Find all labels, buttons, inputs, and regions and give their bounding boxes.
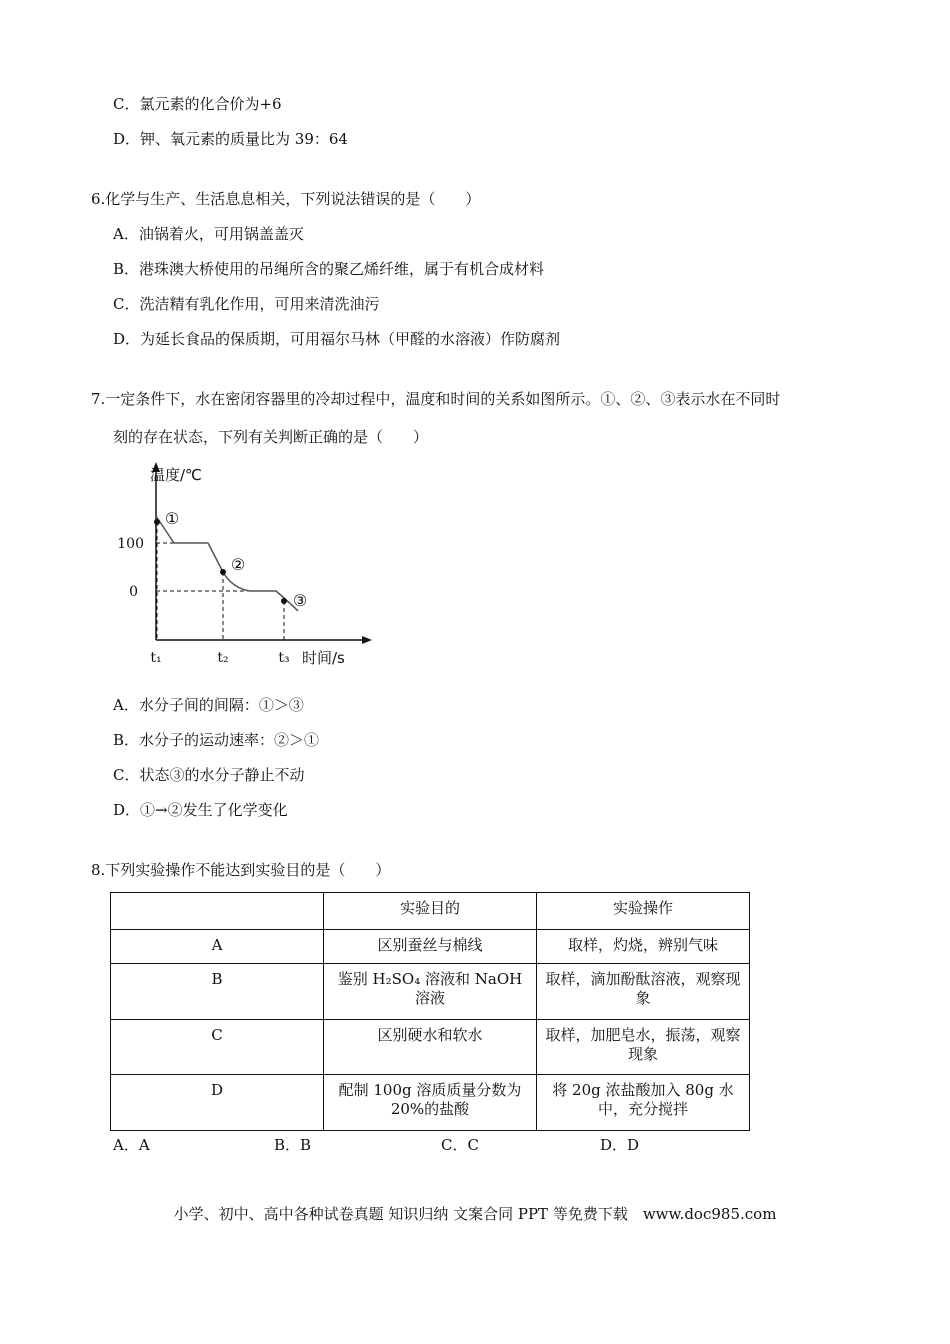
- row-purpose: 鉴别 H₂SO₄ 溶液和 NaOH 溶液: [324, 964, 537, 1020]
- q6-stem: 6.化学与生产、生活息息相关，下列说法错误的是（ ）: [91, 190, 481, 208]
- q6-option-c: C．洗洁精有乳化作用，可用来清洗油污: [113, 295, 380, 313]
- q8-choice-a: A．A: [113, 1136, 150, 1154]
- state-point-1: [154, 519, 160, 525]
- state-point-3: [281, 598, 287, 604]
- state-label-2: ②: [230, 555, 246, 574]
- q7-option-b: B．水分子的运动速率：②＞①: [113, 731, 320, 749]
- q7-option-c: C．状态③的水分子静止不动: [113, 766, 305, 784]
- table-row: [111, 930, 750, 964]
- cooling-curve: [156, 516, 298, 611]
- row-operation: 取样，加肥皂水，振荡，观察现象: [537, 1020, 750, 1075]
- table-header-operation: 实验操作: [537, 893, 750, 930]
- q6-option-a: A．油锅着火，可用锅盖盖灭: [113, 225, 304, 243]
- row-label: D: [111, 1075, 324, 1131]
- q7-option-a: A．水分子间的间隔：①＞③: [113, 696, 304, 714]
- row-purpose: 配制 100g 溶质质量分数为 20%的盐酸: [324, 1075, 537, 1131]
- x-tick-t2: t₂: [217, 650, 229, 666]
- row-purpose: 区别蚕丝与棉线: [324, 930, 537, 964]
- q8-stem: 8.下列实验操作不能达到实验目的是（ ）: [91, 861, 391, 879]
- state-point-2: [220, 569, 226, 575]
- row-label: A: [111, 930, 324, 964]
- q7-stem-line1: 7.一定条件下，水在密闭容器里的冷却过程中，温度和时间的关系如图所示。①、②、③表示水在不同时: [91, 390, 781, 408]
- cooling-curve-graph: [100, 458, 390, 673]
- row-label: C: [111, 1020, 324, 1075]
- row-label: B: [111, 964, 324, 1020]
- q6-option-b: B．港珠澳大桥使用的吊绳所含的聚乙烯纤维，属于有机合成材料: [113, 260, 545, 278]
- row-operation: 将 20g 浓盐酸加入 80g 水中，充分搅拌: [537, 1075, 750, 1131]
- row-operation: 取样，滴加酚酞溶液，观察现象: [537, 964, 750, 1020]
- x-tick-t3: t₃: [278, 650, 290, 666]
- row-purpose: 区别硬水和软水: [324, 1020, 537, 1075]
- y-axis-label: 温度/℃: [150, 466, 202, 484]
- table-row: [111, 1075, 750, 1131]
- x-axis-arrow: [362, 636, 372, 644]
- q7-option-d: D．①→②发生了化学变化: [113, 801, 288, 819]
- q5-option-d: D．钾、氧元素的质量比为 39：64: [113, 130, 348, 148]
- x-tick-t1: t₁: [150, 650, 162, 666]
- q7-stem-line2: 刻的存在状态，下列有关判断正确的是（ ）: [113, 428, 429, 446]
- q6-option-d: D．为延长食品的保质期，可用福尔马林（甲醛的水溶液）作防腐剂: [113, 330, 561, 348]
- x-axis-label: 时间/s: [302, 649, 345, 667]
- q8-choice-b: B．B: [274, 1136, 312, 1154]
- state-label-1: ①: [164, 509, 180, 528]
- y-tick-100: 100: [117, 536, 144, 552]
- q8-choices: [113, 1135, 753, 1155]
- row-operation: 取样，灼烧，辨别气味: [537, 930, 750, 964]
- table-row: [111, 964, 750, 1020]
- table-row: [111, 1020, 750, 1075]
- state-label-3: ③: [292, 591, 308, 610]
- q8-choice-c: C．C: [441, 1136, 479, 1154]
- q8-choice-d: D．D: [600, 1136, 640, 1154]
- experiment-table: [110, 892, 750, 1131]
- table-header-row: [111, 893, 750, 930]
- page-footer: 小学、初中、高中各种试卷真题 知识归纳 文案合同 PPT 等免费下载 www.doc985.com: [173, 1205, 777, 1223]
- table-header-blank: [111, 893, 324, 930]
- table-header-purpose: 实验目的: [324, 893, 537, 930]
- q5-option-c: C．氯元素的化合价为+6: [113, 95, 282, 113]
- y-tick-0: 0: [129, 584, 138, 600]
